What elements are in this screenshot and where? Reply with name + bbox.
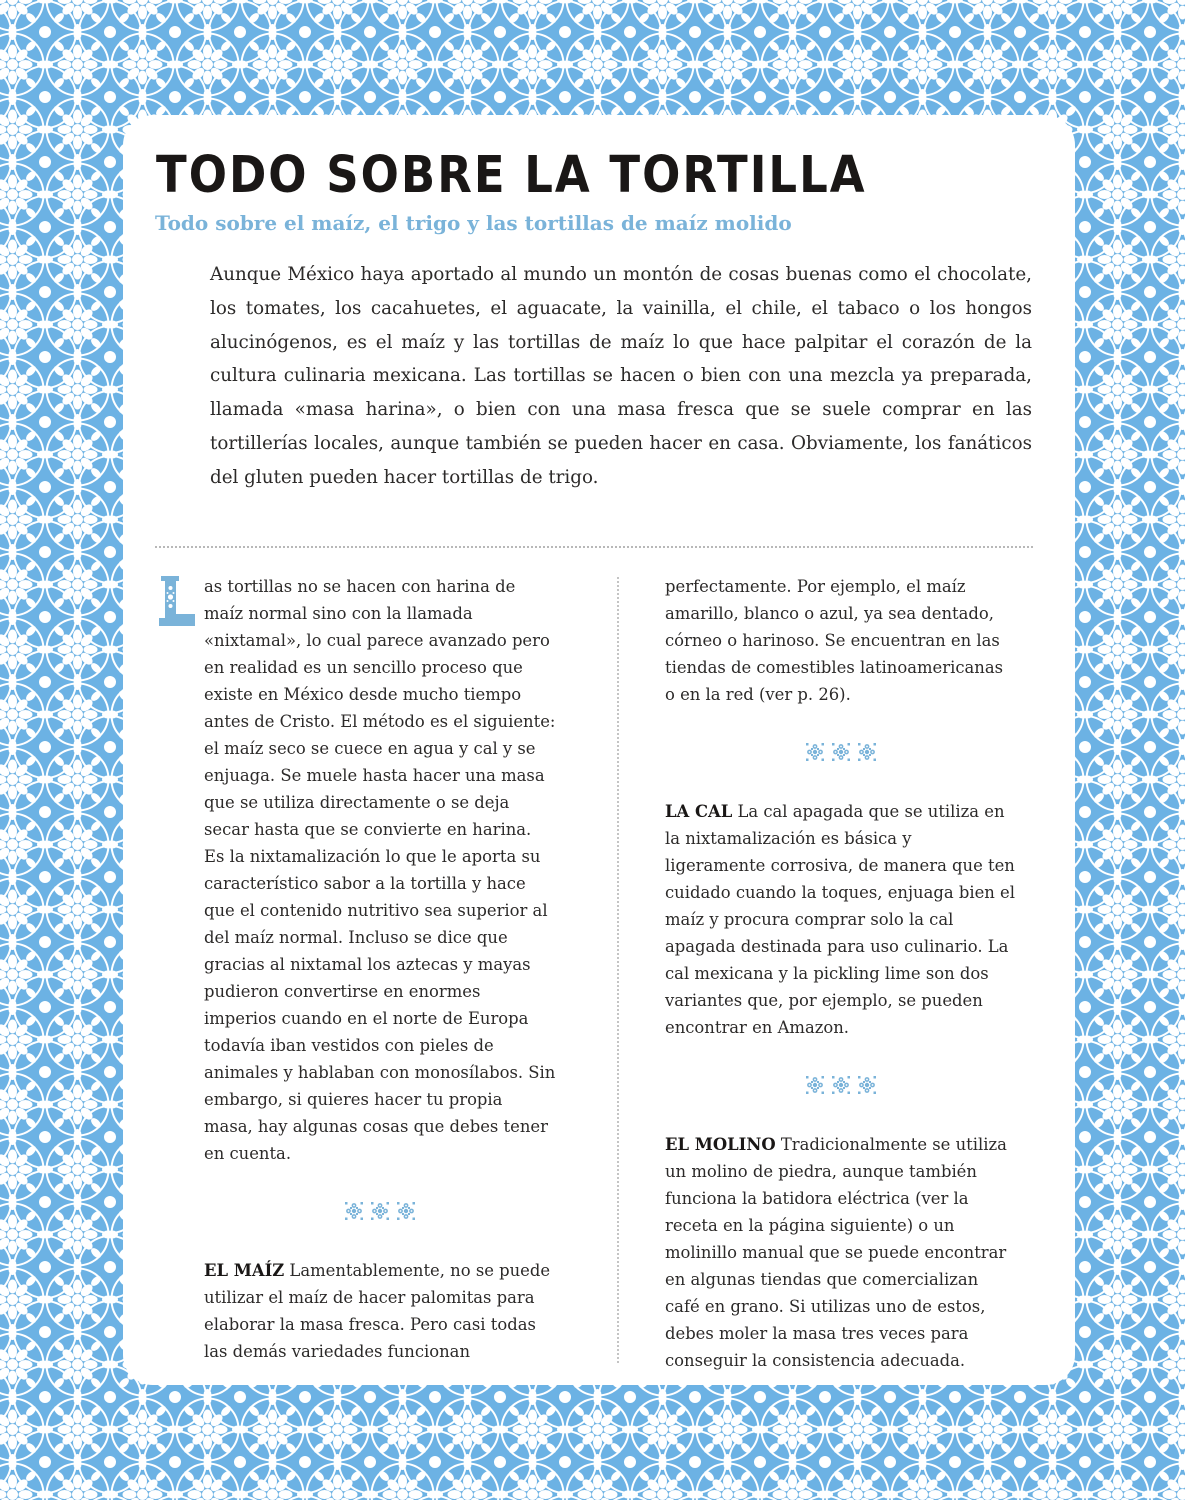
section-el-molino: [665, 1131, 1017, 1374]
section-heading-el-molino: EL MOLINO: [665, 1135, 776, 1154]
section-heading-la-cal: LA CAL: [665, 802, 733, 821]
floral-ornament-icon: [344, 1201, 364, 1221]
dropcap-l-icon: [159, 576, 195, 626]
intro-paragraph: Aunque México haya aportado al mundo un montón de cosas buenas como el chocolate, los tomates, los cacahuetes, el aguacate, la vainilla, el chile, el tabaco o los hongos alucinógenos, es el maíz y las tortillas de maíz lo que hace palpitar el corazón de la cultura culinaria mexicana. Las tortillas se hacen o bien con una mezcla ya preparada, llamada «masa harina», o bien con una masa fresca que se suele comprar en las tortillerías locales, aunque también se pueden hacer en casa. Obviamente, los fanáticos del gluten pueden hacer tortillas de trigo.: [210, 264, 1032, 488]
section-la-cal: [665, 798, 1017, 1041]
floral-ornament-icon: [370, 1201, 390, 1221]
section-text-el-molino: Tradicionalmente se utiliza un molino de piedra, aunque también funciona la batidora eléctrica (ver la receta en la página siguiente) o un molinillo manual que se puede encontrar en algunas tiendas que comercializan café en grano. Si utilizas uno de estos, debes moler la masa tres veces para conseguir la consistencia adecuada.: [665, 1135, 1007, 1370]
continuation-paragraph: perfectamente. Por ejemplo, el maíz amarillo, blanco o azul, ya sea dentado, córneo o harinoso. Se encuentran en las tiendas de comestibles latinoamericanas o en la red (ver p. 26).: [665, 577, 1004, 704]
floral-ornament-icon: [805, 1075, 825, 1095]
floral-ornament-icon: [857, 1075, 877, 1095]
floral-ornament-icon: [805, 742, 825, 762]
floral-ornament-icon: [831, 742, 851, 762]
content-card: [123, 115, 1075, 1385]
section-el-maiz: [204, 1257, 556, 1365]
ornament-separator: [204, 1201, 556, 1221]
floral-ornament-icon: [831, 1075, 851, 1095]
page-title: TODO SOBRE LA TORTILLA: [156, 145, 867, 205]
floral-ornament-icon: [857, 742, 877, 762]
section-text-la-cal: La cal apagada que se utiliza en la nixtamalización es básica y ligeramente corrosiva, de manera que ten cuidado cuando la toques, enjuaga bien el maíz y procura comprar solo la cal apagada destinada para uso culinario. La cal mexicana y la pickling lime son dos variantes que, por ejemplo, se pueden encontrar en Amazon.: [665, 802, 1015, 1037]
section-heading-el-maiz: EL MAÍZ: [204, 1261, 285, 1280]
ornament-separator: [665, 742, 1017, 762]
column-divider: [617, 577, 619, 1363]
section-text-el-maiz: Lamentablemente, no se puede utilizar el maíz de hacer palomitas para elaborar la masa fresca. Pero casi todas las demás variedades funcionan: [204, 1261, 551, 1361]
floral-ornament-icon: [396, 1201, 416, 1221]
page-subtitle: Todo sobre el maíz, el trigo y las tortillas de maíz molido: [155, 211, 792, 235]
ornament-separator: [665, 1075, 1017, 1095]
right-column: [665, 573, 1017, 1374]
section-divider: [155, 546, 1033, 548]
left-column: [204, 573, 556, 1365]
lead-paragraph: [204, 573, 556, 1167]
lead-paragraph-text: as tortillas no se hacen con harina de maíz normal sino con la llamada «nixtamal», lo cual parece avanzado pero en realidad es un sencillo proceso que existe en México desde mucho tiempo antes de Cristo. El método es el siguiente: el maíz seco se cuece en agua y cal y se enjuaga. Se muele hasta hacer una masa que se utiliza directamente o se deja secar hasta que se convierte en harina. Es la nixtamalización lo que le aporta su característico sabor a la tortilla y hace que el contenido nutritivo sea superior al del maíz normal. Incluso se dice que gracias al nixtamal los aztecas y mayas pudieron convertirse en enormes imperios cuando en el norte de Europa todavía iban vestidos con pieles de animales y hablaban con monosílabos. Sin embargo, si quieres hacer tu propia masa, hay algunas cosas que debes tener en cuenta.: [204, 577, 556, 1163]
